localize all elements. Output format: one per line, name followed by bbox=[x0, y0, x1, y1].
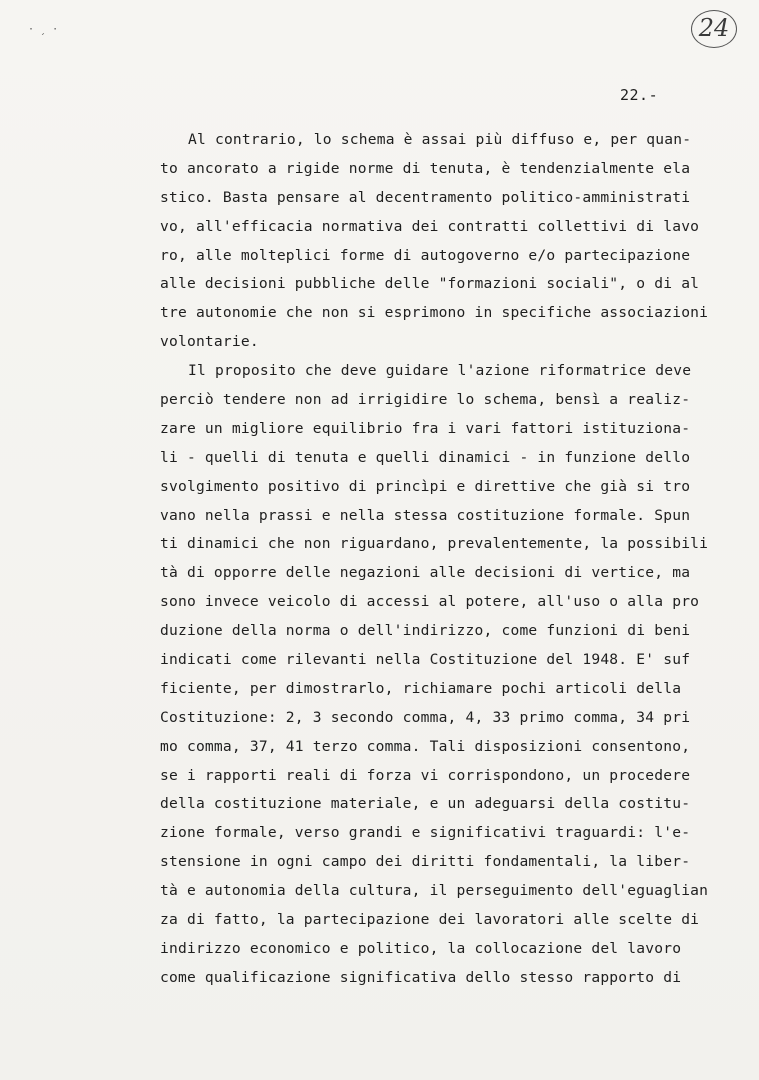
text-line: zare un migliore equilibrio fra i vari fattori istituziona- bbox=[160, 419, 691, 437]
text-line: li - quelli di tenuta e quelli dinamici - in funzione dello bbox=[160, 448, 691, 466]
page-stamp: 24 bbox=[691, 10, 737, 48]
text-line: mo comma, 37, 41 terzo comma. Tali disposizioni consentono, bbox=[160, 737, 691, 755]
text-line: tà di opporre delle negazioni alle decisioni di vertice, ma bbox=[160, 564, 691, 582]
text-line: indicati come rilevanti nella Costituzione del 1948. E' suf bbox=[160, 651, 691, 669]
text-line: perciò tendere non ad irrigidire lo schema, bensì a realiz- bbox=[160, 391, 691, 409]
text-line: se i rapporti reali di forza vi corrispondono, un procedere bbox=[160, 766, 691, 784]
text-line: to ancorato a rigide norme di tenuta, è tendenzialmente ela bbox=[160, 159, 691, 177]
text-line: volontarie. bbox=[160, 333, 259, 351]
text-line: tre autonomie che non si esprimono in specifiche associazioni bbox=[160, 304, 709, 322]
text-line: come qualificazione significativa dello stesso rapporto di bbox=[160, 968, 682, 986]
text-line: vo, all'efficacia normativa dei contratti collettivi di lavo bbox=[160, 217, 700, 235]
text-line: zione formale, verso grandi e significativi traguardi: l'e- bbox=[160, 824, 691, 842]
page-number: 22.- bbox=[620, 86, 659, 104]
text-line: ficiente, per dimostrarlo, richiamare pochi articoli della bbox=[160, 679, 682, 697]
text-line: stico. Basta pensare al decentramento politico-amministrati bbox=[160, 188, 691, 206]
text-line: ro, alle molteplici forme di autogoverno e/o partecipazione bbox=[160, 246, 691, 264]
body-text bbox=[160, 126, 740, 993]
text-line: stensione in ogni campo dei diritti fondamentali, la liber- bbox=[160, 853, 691, 871]
text-line: ti dinamici che non riguardano, prevalentemente, la possibili bbox=[160, 535, 709, 553]
text-line: alle decisioni pubbliche delle "formazioni sociali", o di al bbox=[160, 275, 700, 293]
text-line: svolgimento positivo di princìpi e direttive che già si tro bbox=[160, 477, 691, 495]
scan-specks: · ˏ · bbox=[28, 24, 59, 35]
text-line: Costituzione: 2, 3 secondo comma, 4, 33 primo comma, 34 pri bbox=[160, 708, 691, 726]
text-line: Al contrario, lo schema è assai più diffuso e, per quan- bbox=[188, 131, 692, 148]
text-line: Il proposito che deve guidare l'azione riformatrice deve bbox=[188, 362, 692, 380]
text-line: sono invece veicolo di accessi al potere, all'uso o alla pro bbox=[160, 593, 700, 611]
text-line: tà e autonomia della cultura, il perseguimento dell'eguaglian bbox=[160, 882, 709, 900]
text-line: della costituzione materiale, e un adeguarsi della costitu- bbox=[160, 795, 691, 813]
text-line: duzione della norma o dell'indirizzo, come funzioni di beni bbox=[160, 622, 691, 640]
text-line: indirizzo economico e politico, la collocazione del lavoro bbox=[160, 939, 682, 957]
text-line: vano nella prassi e nella stessa costituzione formale. Spun bbox=[160, 506, 691, 524]
text-line: za di fatto, la partecipazione dei lavoratori alle scelte di bbox=[160, 911, 700, 929]
